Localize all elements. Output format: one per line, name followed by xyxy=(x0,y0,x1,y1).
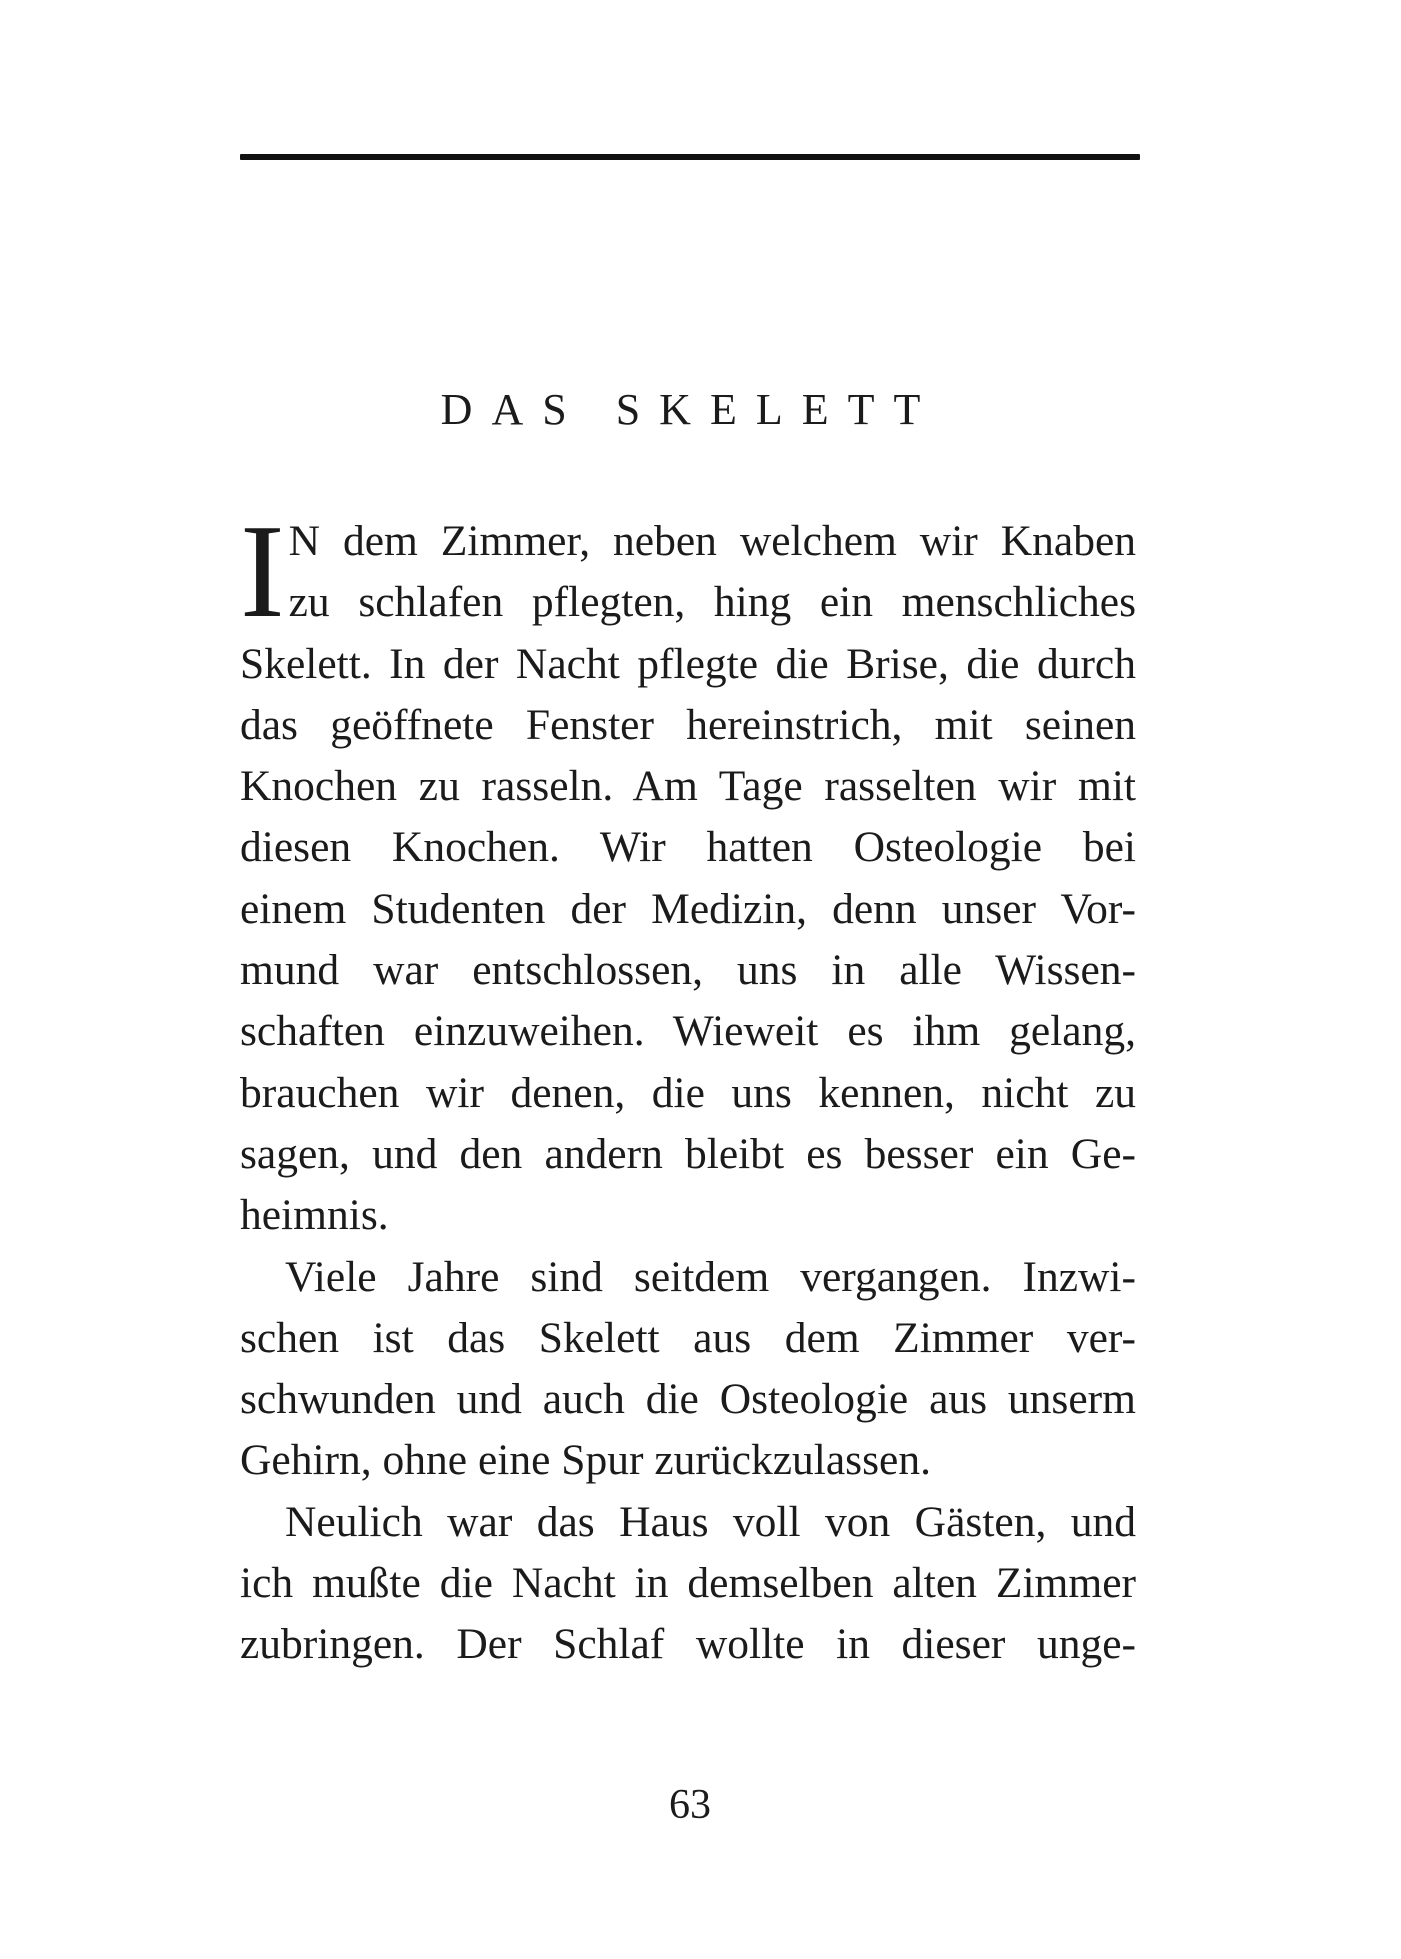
text-line: sagen, und den andern bleibt es besser ein Ge- xyxy=(240,1129,1136,1178)
text-line: zu schlafen pflegten, hing ein menschliches xyxy=(288,578,1136,627)
text-line: schaften einzuweihen. Wieweit es ihm gelang, xyxy=(240,1007,1136,1056)
paragraph-2 xyxy=(240,1247,1136,1492)
text-line: ich mußte die Nacht in demselben alten Zimmer xyxy=(240,1559,1136,1608)
paragraph-3 xyxy=(240,1492,1136,1676)
chapter-title: DAS SKELETT xyxy=(440,385,940,434)
text-line: Viele Jahre sind seitdem vergangen. Inzwi- xyxy=(285,1252,1136,1301)
top-rule xyxy=(240,154,1140,160)
text-line: einem Studenten der Medizin, denn unser Vor- xyxy=(240,884,1136,933)
text-line: das geöffnete Fenster hereinstrich, mit seinen xyxy=(240,700,1136,749)
text-line: brauchen wir denen, die uns kennen, nicht zu xyxy=(240,1068,1136,1117)
text-line: schen ist das Skelett aus dem Zimmer ver- xyxy=(240,1313,1136,1362)
page-number: 63 xyxy=(669,1782,711,1828)
body-text xyxy=(240,497,1136,1676)
text-line: N dem Zimmer, neben welchem wir Knaben xyxy=(288,517,1136,565)
text-line: Neulich war das Haus voll von Gästen, und xyxy=(285,1497,1136,1546)
text-line: Knochen zu rasseln. Am Tage rasselten wir mit xyxy=(240,762,1136,811)
text-line: Skelett. In der Nacht pflegte die Brise, die durch xyxy=(240,639,1136,688)
text-line: zubringen. Der Schlaf wollte in dieser unge- xyxy=(240,1620,1136,1669)
paragraph-1 xyxy=(240,497,1136,1247)
text-line: heimnis. xyxy=(240,1191,389,1240)
text-line: diesen Knochen. Wir hatten Osteologie bei xyxy=(240,823,1136,872)
drop-cap: I xyxy=(240,497,285,645)
text-line: schwunden und auch die Osteologie aus unserm xyxy=(240,1375,1136,1424)
text-line: mund war entschlossen, uns in alle Wissen- xyxy=(240,946,1136,995)
text-line: Gehirn, ohne eine Spur zurückzulassen. xyxy=(240,1436,931,1485)
